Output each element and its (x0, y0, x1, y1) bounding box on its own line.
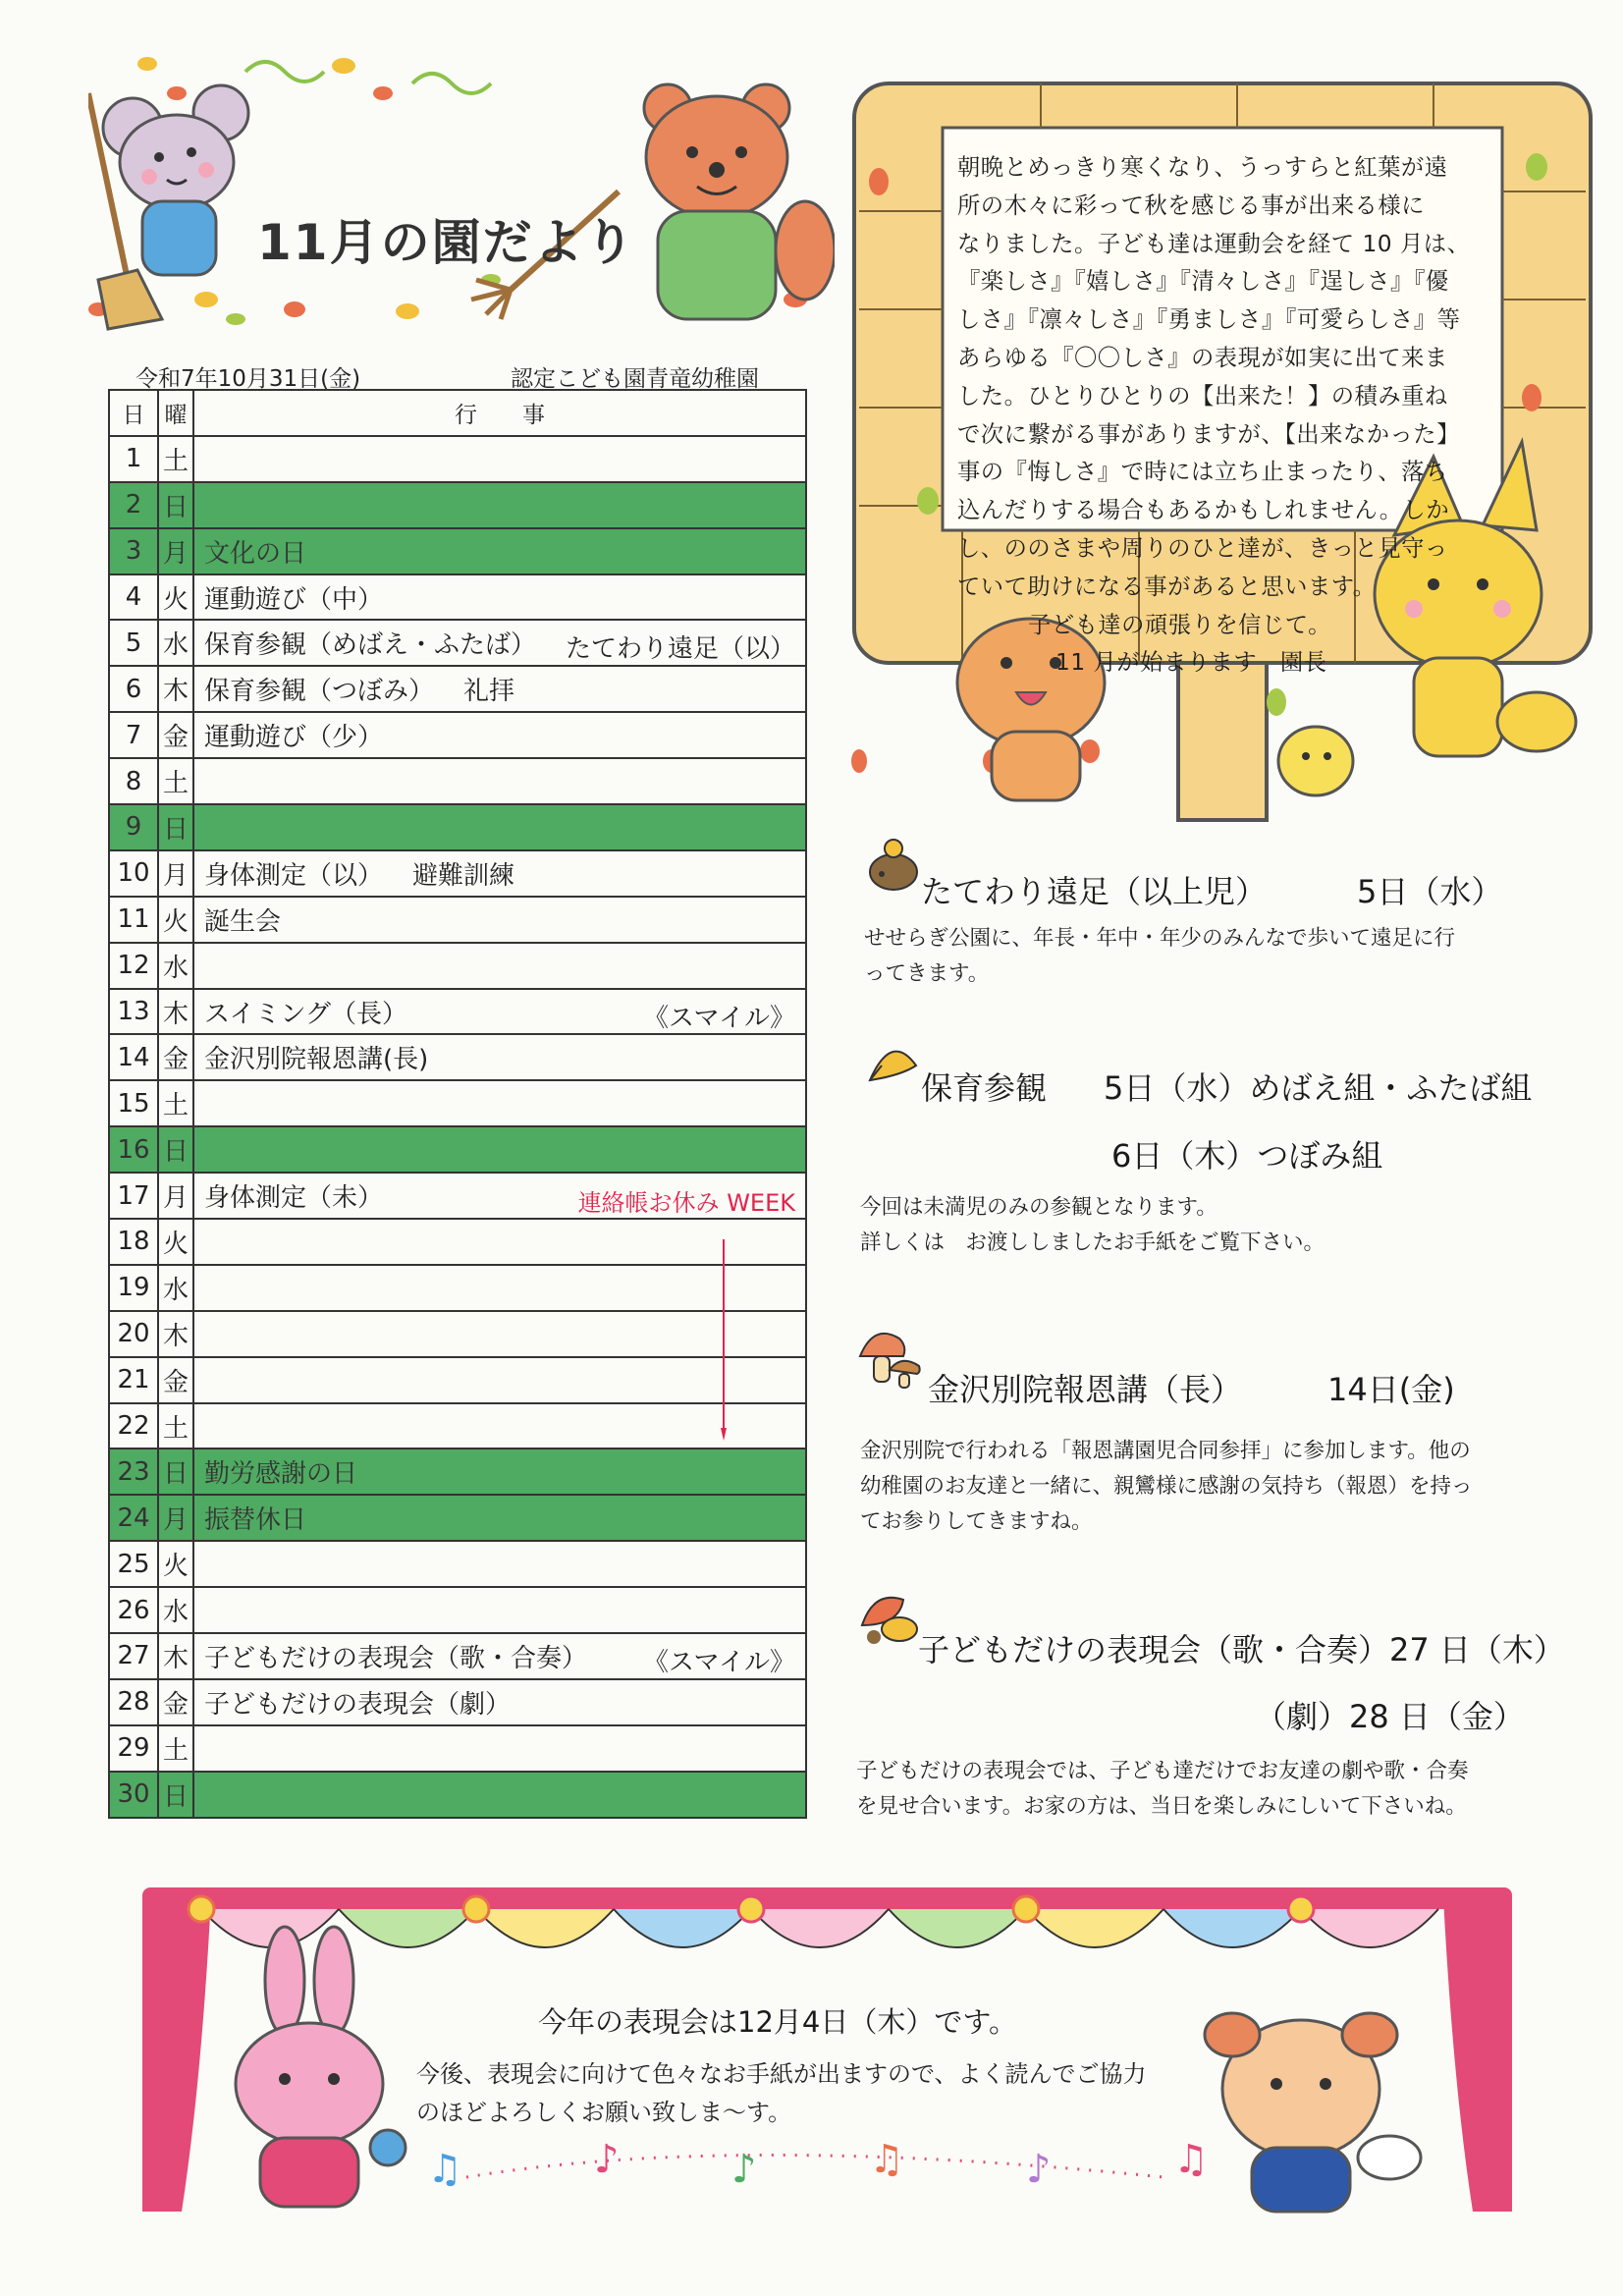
calendar-day: 23 (109, 1449, 158, 1495)
raccoon-dog-illustration (471, 84, 835, 319)
school-name: 認定こども園青竜幼稚園 (511, 366, 759, 392)
calendar-row (109, 1495, 806, 1541)
event-text: 子どもだけの表現会（劇） (204, 1689, 512, 1720)
event-secondary: 避難訓練 (412, 860, 515, 891)
sankan-line1: 5日（水）めばえ組・ふたば組 (1104, 1069, 1533, 1107)
hoonko-title: 金沢別院報恩講（長） (928, 1371, 1243, 1408)
calendar-weekday: 金 (158, 712, 193, 758)
svg-text:♪: ♪ (1026, 2147, 1052, 2192)
calendar-day: 11 (109, 897, 158, 943)
calendar-row (109, 897, 806, 943)
calendar-event (193, 1173, 806, 1219)
calendar-day: 28 (109, 1679, 158, 1725)
bunny-illustration (236, 1927, 406, 2207)
calendar-row (109, 1725, 806, 1772)
banner-title: 今年の表現会は12月4日（木）です。 (538, 2005, 1018, 2039)
calendar-weekday: 日 (158, 1449, 193, 1495)
principal-message (957, 149, 1483, 683)
event-text: 保育参観（つぼみ） (204, 677, 435, 707)
calendar-row (109, 1173, 806, 1219)
calendar-row (109, 1679, 806, 1725)
puppy-illustration (1205, 2013, 1421, 2212)
calendar-day: 9 (109, 804, 158, 850)
hedgehog-icon (864, 835, 923, 894)
calendar-event (193, 1265, 806, 1311)
calendar-event (193, 1311, 806, 1357)
calendar-weekday: 月 (158, 850, 193, 897)
calendar-event (193, 1772, 806, 1818)
message-line: し、ののさまや周りのひと達が、きっと見守っ (957, 534, 1448, 562)
calendar-weekday: 木 (158, 1633, 193, 1679)
calendar-day: 30 (109, 1772, 158, 1818)
calendar-event (193, 436, 806, 482)
calendar-body (109, 436, 806, 1818)
calendar-row (109, 804, 806, 850)
event-text: 保育参観（めばえ・ふたば） (204, 630, 537, 661)
calendar-day: 16 (109, 1126, 158, 1173)
event-secondary: 礼拝 (463, 677, 515, 707)
banner-body-line: のほどよろしくお願い致しま～す。 (416, 2099, 792, 2126)
calendar-event (193, 1495, 806, 1541)
calendar-row (109, 1449, 806, 1495)
calendar-row (109, 1034, 806, 1080)
event-text: 運動遊び（少） (204, 723, 384, 753)
mushroom-icon (854, 1321, 925, 1392)
calendar-weekday: 水 (158, 620, 193, 666)
event-right-note: たてわり遠足（以） (565, 634, 795, 665)
calendar-weekday: 土 (158, 1725, 193, 1772)
calendar-day: 3 (109, 528, 158, 574)
calendar-row (109, 758, 806, 804)
calendar-weekday: 火 (158, 574, 193, 621)
event-text: 振替休日 (204, 1505, 307, 1536)
message-line: した。ひとりひとりの【出来た！】の積み重ね (957, 382, 1448, 410)
calendar-event (193, 943, 806, 989)
ensoku-body (864, 921, 1455, 992)
hoonko-body-line: 幼稚園のお友達と一緒に、親鸞様に感謝の気持ち（報恩）を持っ (860, 1474, 1473, 1499)
calendar-weekday: 金 (158, 1679, 193, 1725)
calendar-day: 2 (109, 482, 158, 528)
calendar-weekday: 金 (158, 1034, 193, 1080)
message-line: 事の『悔しさ』で時には立ち止まったり、落ち (957, 459, 1448, 486)
calendar-day: 7 (109, 712, 158, 758)
calendar-event (193, 712, 806, 758)
header-day: 日 (109, 390, 158, 436)
event-right-note: 《スマイル》 (643, 1003, 795, 1033)
calendar-day: 10 (109, 850, 158, 897)
calendar-day: 8 (109, 758, 158, 804)
down-arrow-icon (721, 1239, 727, 1441)
calendar-row (109, 1403, 806, 1449)
hyogen-title: 子どもだけの表現会（歌・合奏）27 日（木） (918, 1631, 1565, 1668)
calendar-weekday: 月 (158, 1173, 193, 1219)
calendar-day: 19 (109, 1265, 158, 1311)
calendar-weekday: 火 (158, 1541, 193, 1587)
calendar-event (193, 1679, 806, 1725)
event-text: 運動遊び（中） (204, 584, 384, 615)
calendar-row (109, 1126, 806, 1173)
calendar-event (193, 1725, 806, 1772)
event-calendar (108, 389, 807, 1819)
calendar-event (193, 574, 806, 621)
calendar-weekday: 水 (158, 943, 193, 989)
sankan-line2: 6日（木）つぼみ組 (1111, 1137, 1383, 1175)
message-line: 朝晩とめっきり寒くなり、うっすらと紅葉が遠 (957, 154, 1448, 181)
svg-text:♪: ♪ (594, 2137, 620, 2182)
calendar-row (109, 1541, 806, 1587)
hoonko-body-line: てお参りしてきますね。 (860, 1509, 1093, 1534)
calendar-row (109, 1772, 806, 1818)
event-text: スイミング（長） (204, 999, 407, 1029)
calendar-event (193, 1587, 806, 1633)
calendar-row (109, 666, 806, 712)
calendar-header-row (109, 390, 806, 436)
event-text: 子どもだけの表現会（歌・合奏） (204, 1643, 588, 1673)
calendar-row (109, 712, 806, 758)
hoonko-body-line: 金沢別院で行われる「報恩講園児合同参拝」に参加します。他の (860, 1439, 1471, 1463)
header-event: 行 事 (193, 390, 806, 436)
calendar-event (193, 989, 806, 1035)
message-line: で次に繋がる事がありますが、【出来なかった】 (957, 420, 1460, 448)
calendar-row (109, 1587, 806, 1633)
calendar-event (193, 1034, 806, 1080)
event-red-note: 連絡帳お休み WEEK (577, 1189, 795, 1218)
hyogen-body-line: 子どもだけの表現会では、子ども達だけでお友達の劇や歌・合奏 (856, 1759, 1469, 1783)
header-weekday: 曜 (158, 390, 193, 436)
svg-text:♪: ♪ (731, 2147, 757, 2192)
message-line: ていて助けになる事があると思います。 (957, 573, 1377, 600)
calendar-event (193, 666, 806, 712)
calendar-event (193, 1126, 806, 1173)
calendar-day: 14 (109, 1034, 158, 1080)
calendar-weekday: 金 (158, 1357, 193, 1403)
calendar-row (109, 1080, 806, 1126)
calendar-event (193, 897, 806, 943)
calendar-row (109, 482, 806, 528)
issue-date: 令和7年10月31日(金) (135, 366, 361, 392)
calendar-weekday: 日 (158, 1126, 193, 1173)
calendar-row (109, 989, 806, 1035)
banner-body-line: 今後、表現会に向けて色々なお手紙が出ますので、よく読んでご協力 (416, 2060, 1147, 2088)
calendar-row (109, 620, 806, 666)
calendar-weekday: 月 (158, 1495, 193, 1541)
event-text: 文化の日 (204, 538, 307, 569)
calendar-event (193, 804, 806, 850)
message-line: しさ』『凛々しさ』『勇ましさ』『可愛らしさ』等 (957, 306, 1461, 334)
mouse-illustration (88, 85, 248, 329)
page-title: 11月の園だより (257, 214, 636, 271)
hyogen-line2: （劇）28 日（金） (1255, 1698, 1525, 1735)
event-text: 勤労感謝の日 (204, 1459, 358, 1490)
calendar-weekday: 水 (158, 1265, 193, 1311)
calendar-event (193, 758, 806, 804)
calendar-day: 18 (109, 1219, 158, 1265)
calendar-day: 26 (109, 1587, 158, 1633)
calendar-event (193, 1357, 806, 1403)
calendar-weekday: 木 (158, 989, 193, 1035)
sankan-body-line: 今回は未満児のみの参観となります。 (860, 1195, 1217, 1220)
calendar-event (193, 1403, 806, 1449)
calendar-event (193, 528, 806, 574)
calendar-event (193, 1449, 806, 1495)
message-line: なりました。子ども達は運動会を経て 10 月は、 (957, 230, 1471, 257)
calendar-event (193, 850, 806, 897)
calendar-day: 1 (109, 436, 158, 482)
message-line: あらゆる『〇〇しさ』の表現が如実に出て来ま (957, 344, 1448, 371)
calendar-weekday: 水 (158, 1587, 193, 1633)
calendar-day: 12 (109, 943, 158, 989)
message-signature: 11 月が始まります 園長 (1055, 649, 1327, 677)
hoonko-date: 14日(金) (1327, 1371, 1455, 1408)
calendar-event (193, 1080, 806, 1126)
event-text: 身体測定（未） (204, 1183, 384, 1214)
calendar-day: 15 (109, 1080, 158, 1126)
calendar-weekday: 日 (158, 804, 193, 850)
calendar-day: 24 (109, 1495, 158, 1541)
event-text: 身体測定（以） (204, 860, 384, 891)
calendar-weekday: 土 (158, 758, 193, 804)
message-line: 込んだりする場合もあるかもしれません。しか (957, 497, 1450, 524)
ensoku-title: たてわり遠足（以上児） (921, 873, 1268, 910)
hoonko-body (860, 1434, 1473, 1540)
sankan-body-line: 詳しくは お渡ししましたお手紙をご覧下さい。 (860, 1230, 1325, 1255)
message-line: 所の木々に彩って秋を感じる事が出来る様に (957, 191, 1425, 219)
gingko-leaf-icon (862, 1026, 923, 1087)
calendar-row (109, 436, 806, 482)
calendar-row (109, 574, 806, 621)
event-text: 金沢別院報恩講(長) (204, 1045, 429, 1075)
calendar-day: 27 (109, 1633, 158, 1679)
message-line: 『楽しさ』『嬉しさ』『清々しさ』『逞しさ』『優 (957, 268, 1449, 296)
calendar-day: 21 (109, 1357, 158, 1403)
svg-text:♫: ♫ (427, 2147, 462, 2192)
ensoku-body-line: ってきます。 (864, 961, 990, 986)
svg-text:♫: ♫ (869, 2137, 904, 2182)
autumn-leaves-icon (854, 1586, 925, 1647)
calendar-weekday: 木 (158, 666, 193, 712)
calendar-row (109, 943, 806, 989)
calendar-row (109, 1311, 806, 1357)
calendar-row (109, 1219, 806, 1265)
calendar-event (193, 620, 806, 666)
calendar-event (193, 1541, 806, 1587)
calendar-event (193, 1219, 806, 1265)
calendar-weekday: 土 (158, 1403, 193, 1449)
calendar-weekday: 木 (158, 1311, 193, 1357)
calendar-day: 25 (109, 1541, 158, 1587)
calendar-weekday: 土 (158, 1080, 193, 1126)
calendar-row (109, 1265, 806, 1311)
calendar-day: 20 (109, 1311, 158, 1357)
calendar-day: 4 (109, 574, 158, 621)
calendar-day: 6 (109, 666, 158, 712)
ensoku-date: 5日（水） (1357, 873, 1503, 910)
calendar-weekday: 日 (158, 1772, 193, 1818)
calendar-weekday: 火 (158, 1219, 193, 1265)
event-text: 誕生会 (204, 906, 282, 937)
header-illustration (88, 54, 835, 349)
hyogen-body-line: を見せ合います。お家の方は、当日を楽しみにしいて下さいね。 (856, 1794, 1467, 1819)
calendar-row (109, 850, 806, 897)
music-notes-icon (427, 2137, 1209, 2192)
calendar-day: 5 (109, 620, 158, 666)
calendar-weekday: 月 (158, 528, 193, 574)
calendar-weekday: 土 (158, 436, 193, 482)
event-right-note: 《スマイル》 (643, 1648, 795, 1678)
calendar-event (193, 1633, 806, 1679)
svg-text:♫: ♫ (1173, 2137, 1209, 2182)
calendar-row (109, 528, 806, 574)
hyogen-body (856, 1754, 1469, 1825)
calendar-weekday: 日 (158, 482, 193, 528)
ensoku-body-line: せせらぎ公園に、年長・年中・年少のみんなで歩いて遠足に行 (864, 926, 1456, 951)
message-lines (957, 149, 1483, 607)
calendar-event (193, 482, 806, 528)
banner-body (416, 2055, 1147, 2132)
calendar-weekday: 火 (158, 897, 193, 943)
calendar-day: 22 (109, 1403, 158, 1449)
calendar-day: 29 (109, 1725, 158, 1772)
sankan-body (860, 1190, 1325, 1261)
calendar-day: 17 (109, 1173, 158, 1219)
calendar-row (109, 1633, 806, 1679)
calendar-row (109, 1357, 806, 1403)
sankan-title: 保育参観 (921, 1069, 1048, 1107)
calendar-day: 13 (109, 989, 158, 1035)
chick-illustration (1278, 727, 1353, 795)
message-closing: 子ども達の頑張りを信じて。 (1028, 611, 1331, 638)
